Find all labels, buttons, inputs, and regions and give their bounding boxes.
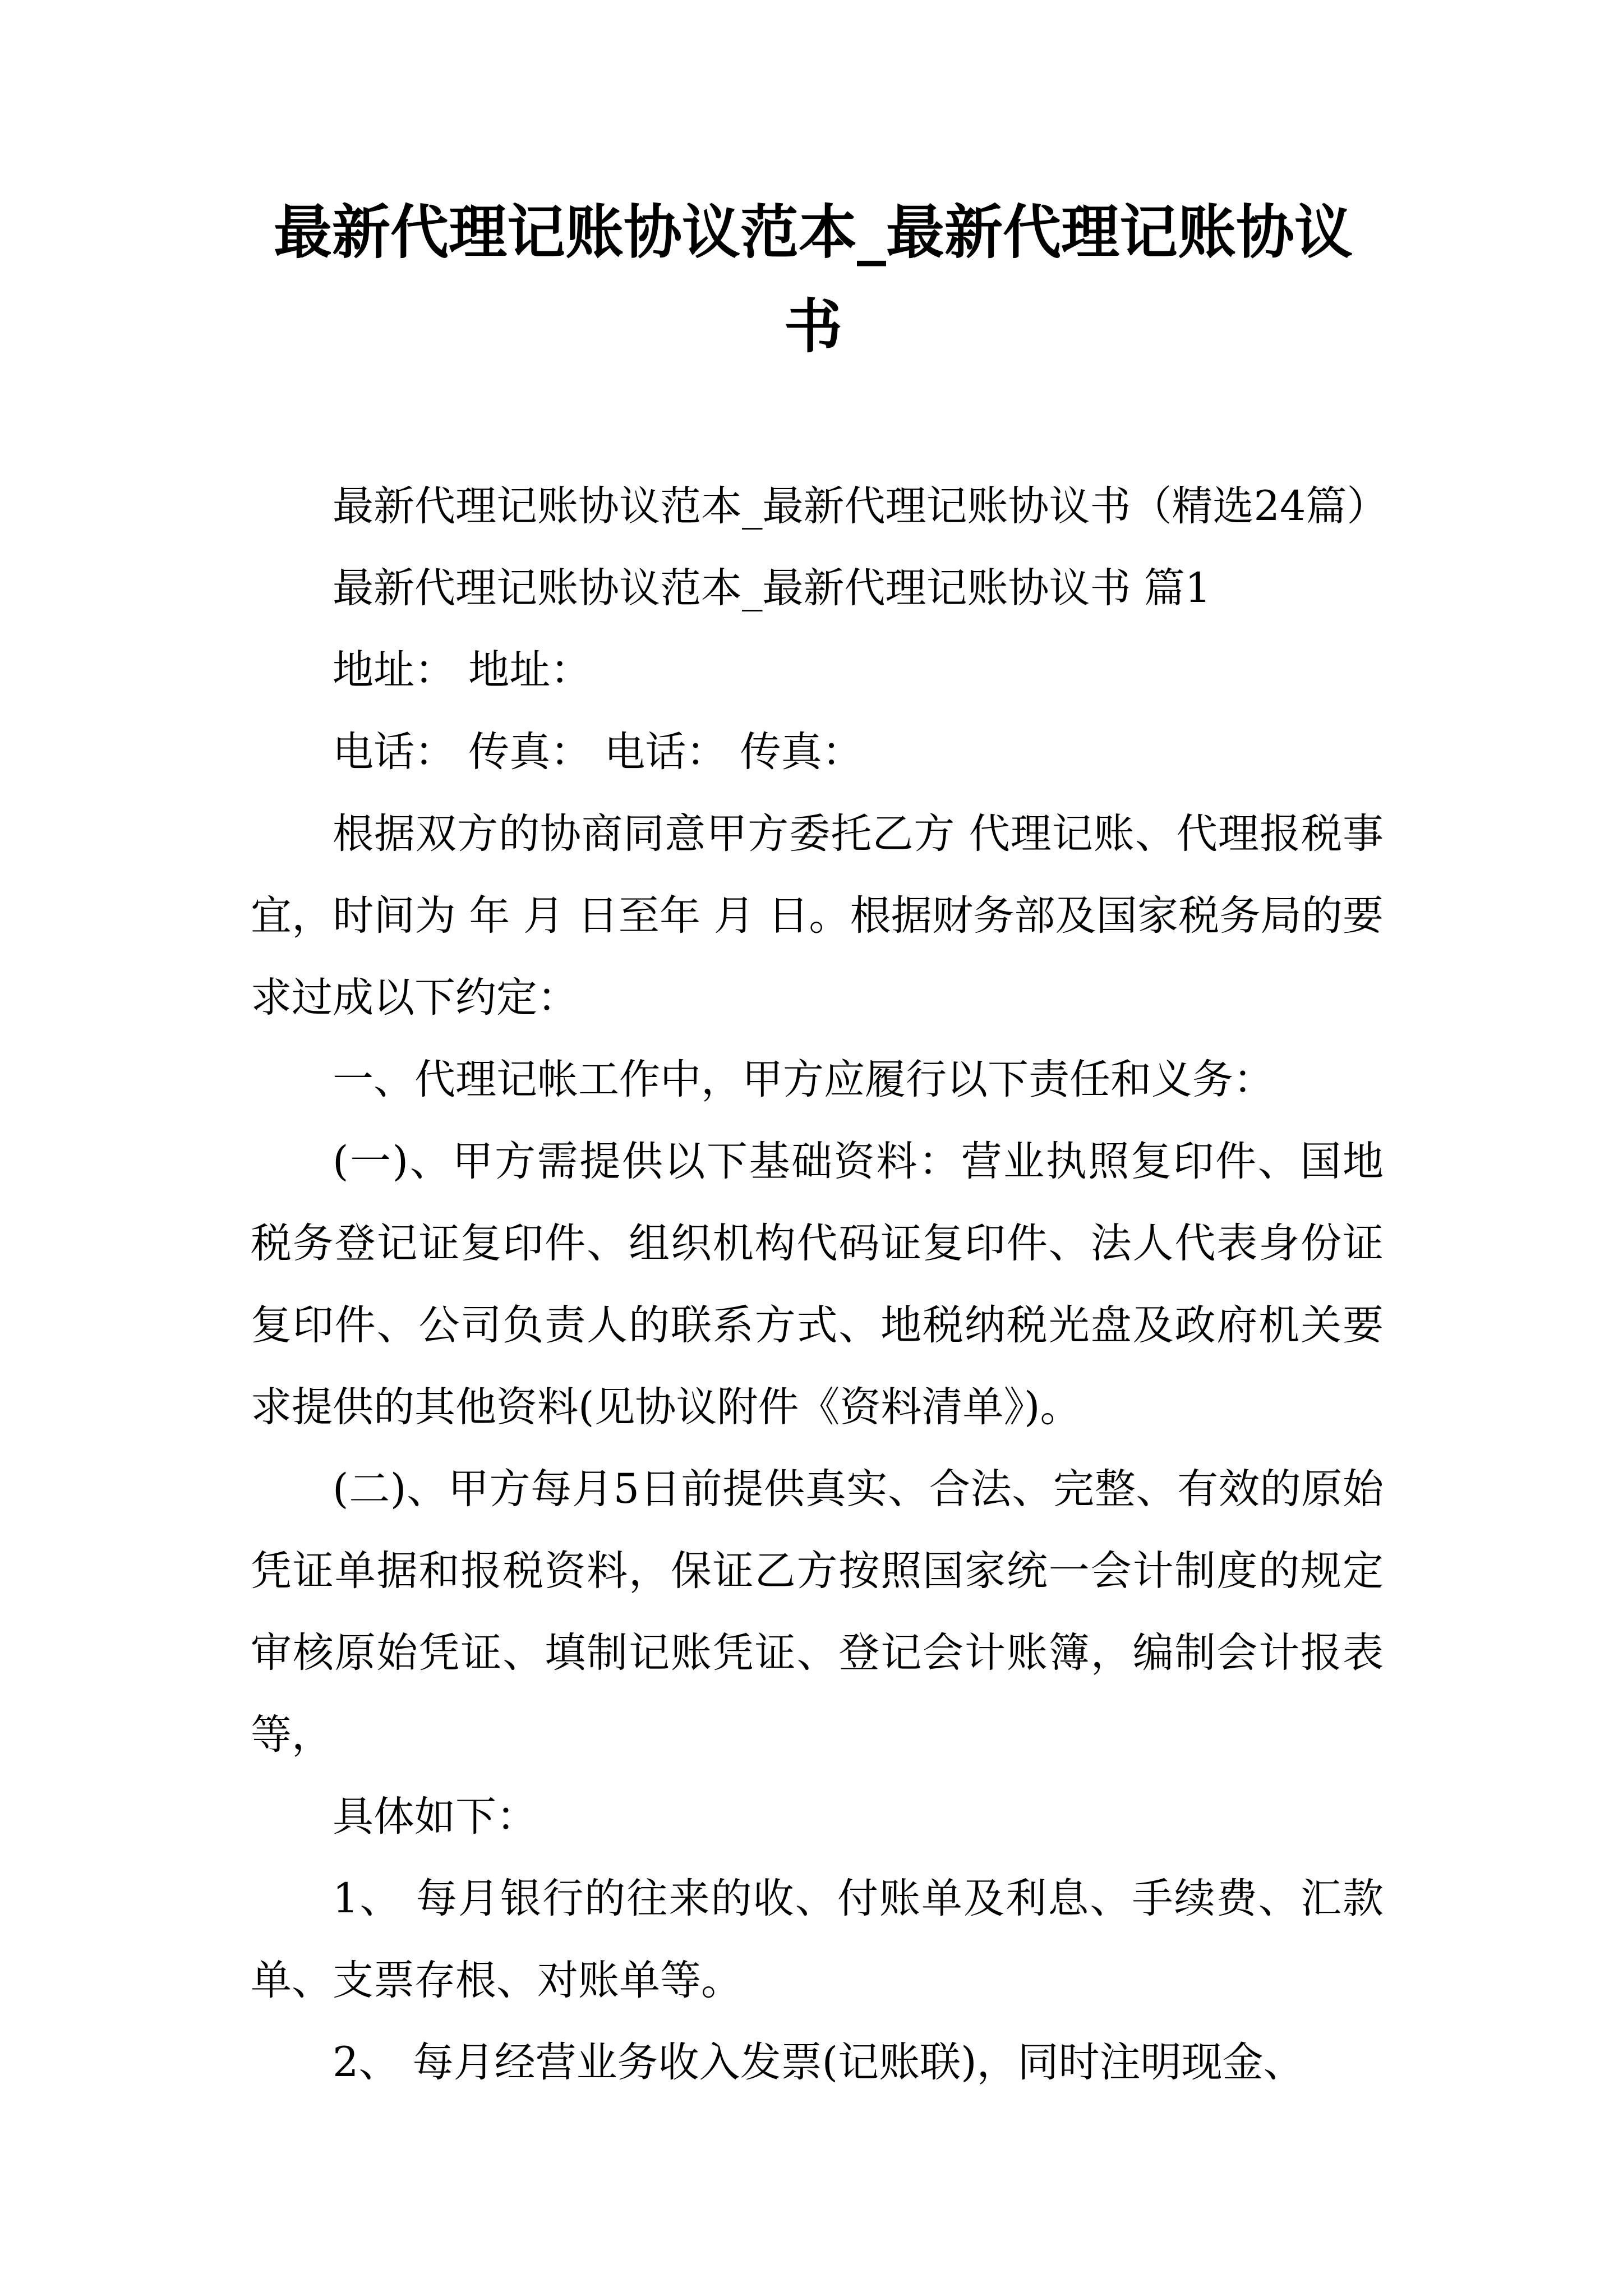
paragraph-clause-1-1: (一)、甲方需提供以下基础资料：营业执照复印件、国地税务登记证复印件、组织机构代码证复印件、法人代表身份证复印件、公司负责人的联系方式、地税纳税光盘及政府机关要求提供的其他资料(见协议附件《资料清单》)。 (251, 1138, 1384, 1431)
paragraph-item-1: 1、 每月银行的往来的收、付账单及利息、手续费、汇款单、支票存根、对账单等。 (251, 1875, 1384, 2004)
paragraph-clause-1: 一、代理记帐工作中，甲方应履行以下责任和义务： (333, 1056, 1274, 1103)
paragraph-address: 地址： 地址： (333, 646, 592, 694)
paragraph-section-heading: 最新代理记账协议范本_最新代理记账协议书 篇1 (333, 564, 1211, 612)
paragraph-phone-fax: 电话： 传真： 电话： 传真： (333, 728, 863, 776)
paragraph-agreement-basis: 根据双方的协商同意甲方委托乙方 代理记账、代理报税事宜，时间为 年 月 日至年 月 日。根据财务部及国家税务局的要求过成以下约定： (251, 810, 1384, 1022)
document-title: 最新代理记账协议范本_最新代理记账协议书 (273, 197, 1353, 361)
paragraph-details-heading: 具体如下： (333, 1793, 537, 1841)
paragraph-item-2: 2、 每月经营业务收入发票(记账联)，同时注明现金、 (333, 2039, 1304, 2086)
paragraph-intro: 最新代理记账协议范本_最新代理记账协议书（精选24篇） (333, 482, 1388, 530)
document-body (251, 466, 1388, 2104)
paragraph-clause-1-2: (二)、甲方每月5日前提供真实、合法、完整、有效的原始凭证单据和报税资料，保证乙方按照国家统一会计制度的规定审核原始凭证、填制记账凭证、登记会计账簿，编制会计报表等， (251, 1465, 1384, 1759)
